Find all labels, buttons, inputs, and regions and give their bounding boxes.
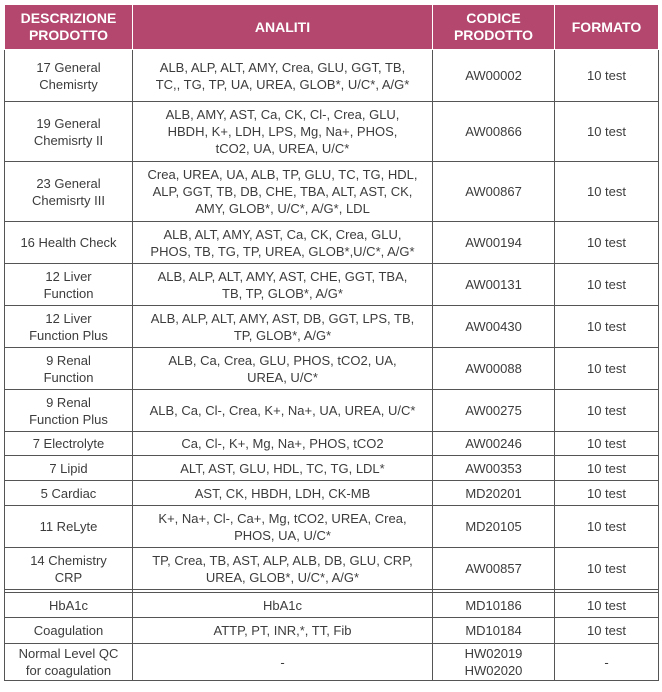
product-description-cell: Coagulation bbox=[5, 618, 133, 644]
format-cell: 10 test bbox=[555, 222, 659, 264]
format-cell: 10 test bbox=[555, 390, 659, 432]
table-row bbox=[5, 548, 659, 590]
product-description-cell: 17 General Chemisrty bbox=[5, 50, 133, 102]
analytes-cell: AST, CK, HBDH, LDH, CK-MB bbox=[133, 481, 433, 506]
format-cell: 10 test bbox=[555, 481, 659, 506]
format-cell: 10 test bbox=[555, 50, 659, 102]
product-table bbox=[4, 4, 659, 681]
product-description-cell: 16 Health Check bbox=[5, 222, 133, 264]
table-row bbox=[5, 481, 659, 506]
product-description-cell: 12 Liver Function bbox=[5, 264, 133, 306]
product-code-cell: MD10186 bbox=[433, 593, 555, 618]
analytes-cell: K+, Na+, Cl-, Ca+, Mg, tCO2, UREA, Crea, PHOS, UA, U/C* bbox=[133, 506, 433, 548]
product-code-cell: MD20105 bbox=[433, 506, 555, 548]
table-row bbox=[5, 506, 659, 548]
analytes-cell: ALB, Ca, Crea, GLU, PHOS, tCO2, UA, UREA, U/C* bbox=[133, 348, 433, 390]
product-code-cell: AW00867 bbox=[433, 162, 555, 222]
table-row bbox=[5, 456, 659, 481]
analytes-cell: ALB, ALP, ALT, AMY, AST, CHE, GGT, TBA, TB, TP, GLOB*, A/G* bbox=[133, 264, 433, 306]
product-description-cell: 9 Renal Function bbox=[5, 348, 133, 390]
table-row bbox=[5, 162, 659, 222]
table-row bbox=[5, 306, 659, 348]
product-description-cell: 19 General Chemisrty II bbox=[5, 102, 133, 162]
product-description-cell: 12 Liver Function Plus bbox=[5, 306, 133, 348]
analytes-cell: ALB, AMY, AST, Ca, CK, Cl-, Crea, GLU, HBDH, K+, LDH, LPS, Mg, Na+, PHOS, tCO2, UA, UREA, U/C* bbox=[133, 102, 433, 162]
analytes-cell: ALB, Ca, Cl-, Crea, K+, Na+, UA, UREA, U/C* bbox=[133, 390, 433, 432]
product-description-cell: Normal Level QC for coagulation bbox=[5, 644, 133, 681]
format-cell: 10 test bbox=[555, 548, 659, 590]
format-cell: - bbox=[555, 644, 659, 681]
product-description-cell: 7 Electrolyte bbox=[5, 432, 133, 456]
format-cell: 10 test bbox=[555, 162, 659, 222]
format-cell: 10 test bbox=[555, 456, 659, 481]
table-row bbox=[5, 644, 659, 681]
analytes-cell: - bbox=[133, 644, 433, 681]
analytes-cell: ALB, ALT, AMY, AST, Ca, CK, Crea, GLU, PHOS, TB, TG, TP, UREA, GLOB*,U/C*, A/G* bbox=[133, 222, 433, 264]
product-description-cell: 5 Cardiac bbox=[5, 481, 133, 506]
product-code-cell: AW00246 bbox=[433, 432, 555, 456]
table-row bbox=[5, 390, 659, 432]
product-description-cell: HbA1c bbox=[5, 593, 133, 618]
header-analytes: ANALITI bbox=[133, 5, 433, 50]
product-description-cell: 9 Renal Function Plus bbox=[5, 390, 133, 432]
table-row bbox=[5, 593, 659, 618]
product-description-cell: 23 General Chemisrty III bbox=[5, 162, 133, 222]
analytes-cell: ALB, ALP, ALT, AMY, AST, DB, GGT, LPS, TB, TP, GLOB*, A/G* bbox=[133, 306, 433, 348]
table-row bbox=[5, 50, 659, 102]
analytes-cell: HbA1c bbox=[133, 593, 433, 618]
product-code-cell: AW00002 bbox=[433, 50, 555, 102]
product-code-cell: AW00866 bbox=[433, 102, 555, 162]
header-format: FORMATO bbox=[555, 5, 659, 50]
product-description-cell: 11 ReLyte bbox=[5, 506, 133, 548]
product-description-cell: 7 Lipid bbox=[5, 456, 133, 481]
table-row bbox=[5, 618, 659, 644]
format-cell: 10 test bbox=[555, 348, 659, 390]
analytes-cell: Crea, UREA, UA, ALB, TP, GLU, TC, TG, HDL, ALP, GGT, TB, DB, CHE, TBA, ALT, AST, CK, AMY, GLOB*, U/C*, A/G*, LDL bbox=[133, 162, 433, 222]
product-code-cell: MD20201 bbox=[433, 481, 555, 506]
product-code-cell: AW00430 bbox=[433, 306, 555, 348]
product-code-cell: AW00857 bbox=[433, 548, 555, 590]
table-row bbox=[5, 264, 659, 306]
analytes-cell: TP, Crea, TB, AST, ALP, ALB, DB, GLU, CRP, UREA, GLOB*, U/C*, A/G* bbox=[133, 548, 433, 590]
product-code-cell: HW02019 HW02020 bbox=[433, 644, 555, 681]
format-cell: 10 test bbox=[555, 506, 659, 548]
table-row bbox=[5, 348, 659, 390]
product-code-cell: MD10184 bbox=[433, 618, 555, 644]
product-code-cell: AW00194 bbox=[433, 222, 555, 264]
format-cell: 10 test bbox=[555, 102, 659, 162]
header-code: CODICE PRODOTTO bbox=[433, 5, 555, 50]
analytes-cell: ALT, AST, GLU, HDL, TC, TG, LDL* bbox=[133, 456, 433, 481]
analytes-cell: ATTP, PT, INR,*, TT, Fib bbox=[133, 618, 433, 644]
header-row bbox=[5, 5, 659, 50]
table-row bbox=[5, 222, 659, 264]
product-code-cell: AW00275 bbox=[433, 390, 555, 432]
header-description: DESCRIZIONE PRODOTTO bbox=[5, 5, 133, 50]
product-code-cell: AW00353 bbox=[433, 456, 555, 481]
format-cell: 10 test bbox=[555, 306, 659, 348]
product-code-cell: AW00131 bbox=[433, 264, 555, 306]
product-description-cell: 14 Chemistry CRP bbox=[5, 548, 133, 590]
product-code-cell: AW00088 bbox=[433, 348, 555, 390]
table-row bbox=[5, 102, 659, 162]
format-cell: 10 test bbox=[555, 618, 659, 644]
format-cell: 10 test bbox=[555, 264, 659, 306]
format-cell: 10 test bbox=[555, 432, 659, 456]
analytes-cell: Ca, Cl-, K+, Mg, Na+, PHOS, tCO2 bbox=[133, 432, 433, 456]
analytes-cell: ALB, ALP, ALT, AMY, Crea, GLU, GGT, TB, TC,, TG, TP, UA, UREA, GLOB*, U/C*, A/G* bbox=[133, 50, 433, 102]
format-cell: 10 test bbox=[555, 593, 659, 618]
table-row bbox=[5, 432, 659, 456]
